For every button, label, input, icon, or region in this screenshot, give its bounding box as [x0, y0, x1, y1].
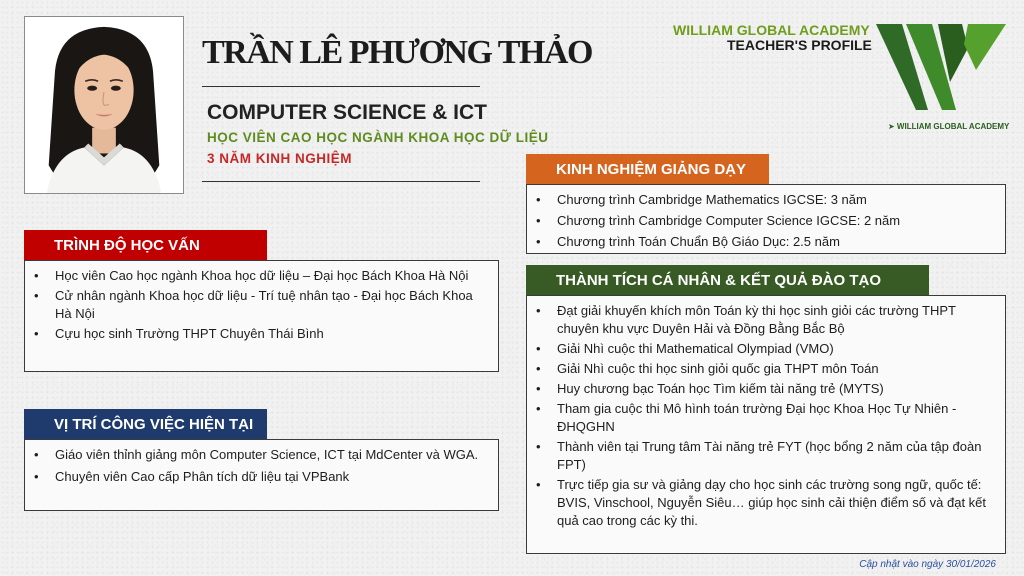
experience-years: 3 NĂM KINH NGHIỆM [207, 151, 353, 166]
list-item: • Chương trình Cambridge Mathematics IGCSE: 3 năm [527, 191, 995, 209]
achievements-header: THÀNH TÍCH CÁ NHÂN & KẾT QUẢ ĐÀO TẠO [526, 265, 929, 295]
teacher-name: TRẦN LÊ PHƯƠNG THẢO [202, 34, 592, 71]
teacher-photo [24, 16, 184, 194]
list-item: • Học viên Cao học ngành Khoa học dữ liệu – Đại học Bách Khoa Hà Nội [25, 267, 488, 285]
achievements-list [527, 302, 995, 530]
current-study: HỌC VIÊN CAO HỌC NGÀNH KHOA HỌC DỮ LIỆU [207, 130, 549, 145]
list-item: • Giải Nhì cuộc thi Mathematical Olympiad (VMO) [527, 340, 995, 358]
teaching-box [526, 184, 1006, 254]
list-item: • Cử nhân ngành Khoa học dữ liệu - Trí tuệ nhân tạo - Đại học Bách Khoa Hà Nội [25, 287, 488, 323]
education-header: TRÌNH ĐỘ HỌC VẤN [24, 230, 267, 260]
achievements-box [526, 295, 1006, 554]
divider-top [202, 86, 480, 87]
list-item: • Chương trình Toán Chuẩn Bộ Giáo Dục: 2.5 năm [527, 233, 995, 251]
education-list [25, 267, 488, 343]
academy-logo-icon [876, 22, 1006, 118]
teaching-subject: COMPUTER SCIENCE & ICT [207, 101, 488, 124]
list-item: • Thành viên tại Trung tâm Tài năng trẻ FYT (học bổng 2 năm của tập đoàn FPT) [527, 438, 995, 474]
brand-subtitle: TEACHER'S PROFILE [727, 37, 872, 53]
list-item: • Chương trình Cambridge Computer Science IGCSE: 2 năm [527, 212, 995, 230]
position-header: VỊ TRÍ CÔNG VIỆC HIỆN TẠI [24, 409, 267, 439]
updated-date: Cập nhật vào ngày 30/01/2026 [859, 559, 996, 570]
teaching-header: KINH NGHIỆM GIẢNG DẠY [526, 154, 769, 184]
list-item: • Giáo viên thỉnh giảng môn Computer Science, ICT tại MdCenter và WGA. [25, 446, 488, 464]
position-list [25, 446, 488, 486]
logo-caption: ➤ WILLIAM GLOBAL ACADEMY [888, 122, 1010, 131]
list-item: • Đạt giải khuyến khích môn Toán kỳ thi học sinh giỏi các trường THPT chuyên khu vực Duyên Hải và Đồng Bằng Bắc Bộ [527, 302, 995, 338]
list-item: • Tham gia cuộc thi Mô hình toán trường Đại học Khoa Học Tự Nhiên - ĐHQGHN [527, 400, 995, 436]
brand-title: WILLIAM GLOBAL ACADEMY [673, 22, 870, 38]
list-item: • Huy chương bạc Toán học Tìm kiếm tài năng trẻ (MYTS) [527, 380, 995, 398]
position-box [24, 439, 499, 511]
divider-bottom [202, 181, 480, 182]
list-item: • Trực tiếp gia sư và giảng dạy cho học sinh các trường song ngữ, quốc tế: BVIS, Vinschool, Nguyễn Siêu… giúp học sinh cải thiện điểm số và đạt kết quả cao trong các kỳ thi. [527, 476, 995, 530]
list-item: • Giải Nhì cuộc thi học sinh giỏi quốc gia THPT môn Toán [527, 360, 995, 378]
teaching-list [527, 191, 995, 251]
list-item: • Cựu học sinh Trường THPT Chuyên Thái Bình [25, 325, 488, 343]
list-item: • Chuyên viên Cao cấp Phân tích dữ liệu tại VPBank [25, 468, 488, 486]
education-box [24, 260, 499, 372]
